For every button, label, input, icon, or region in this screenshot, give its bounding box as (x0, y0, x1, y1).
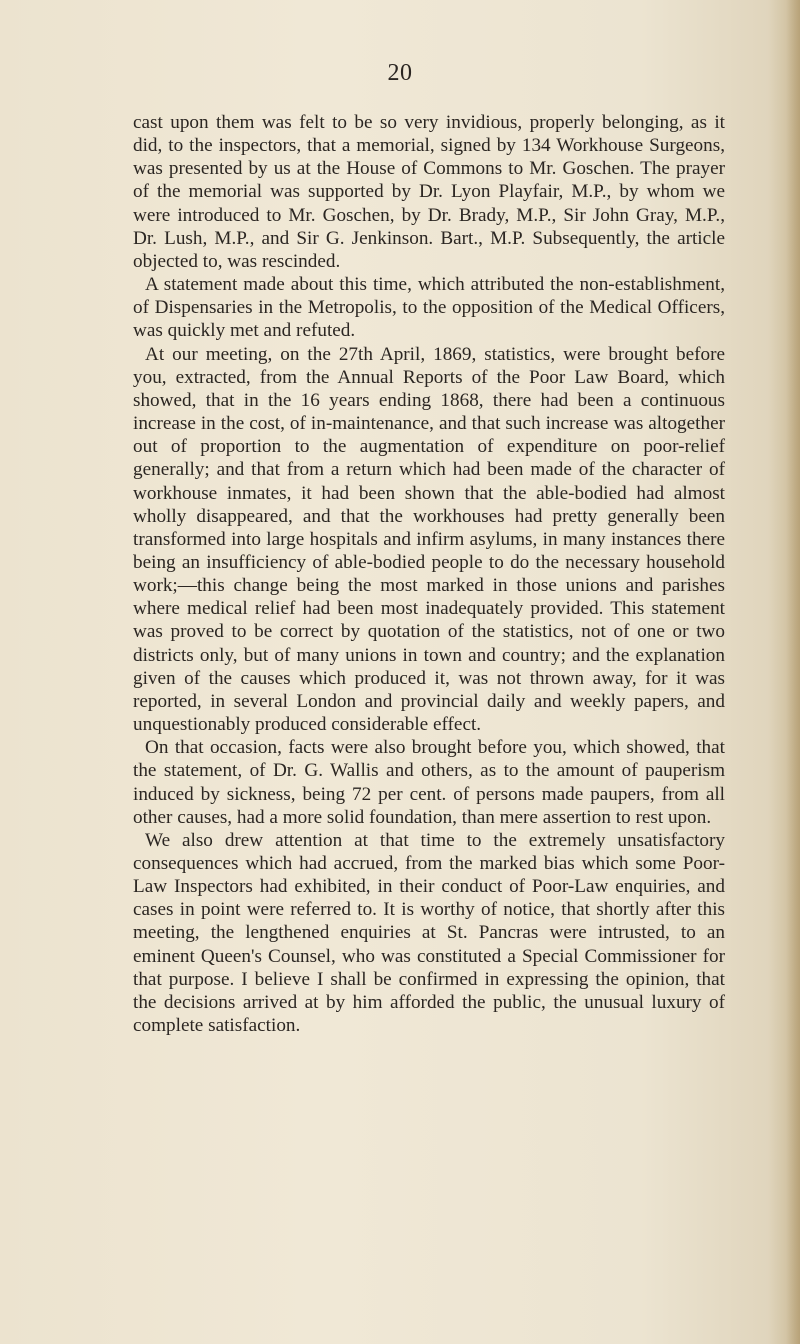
paragraph-pauperism: On that occasion, facts were also brought before you, which showed, that the statement, of Dr. G. Wallis and others, as to the amount of pauperism induced by sickness, being 72 per cent. of persons made paupers, from all other causes, had a more solid foundation, than mere assertion to rest upon. (133, 737, 725, 828)
paragraph-statistics: At our meeting, on the 27th April, 1869, statistics, were brought before you, extracted, from the Annual Reports of the Poor Law Board, which showed, that in the 16 years ending 1868, there had been a continuous increase in the cost, of in-maintenance, and that such increase was altogether out of proportion to the augmentation of expenditure on poor-relief generally; and that from a return which had been made of the character of workhouse inmates, it had been shown that the able-bodied had almost wholly disappeared, and that the workhouses had pretty generally been transformed into large hospitals and infirm asylums, in many instances there being an insufficiency of able-bodied people to do the necessary household work;—this change being the most marked in those unions and parishes where medical relief had been most inadequately provided. This statement was proved to be correct by quotation of the statistics, not of one or two districts only, but of many unions in town and country; and the explanation given of the causes which produced it, was not thrown away, for it was reported, in several London and provincial daily and weekly papers, and unquestionably produced considerable effect. (133, 343, 725, 736)
paragraph-dispensaries: A statement made about this time, which attributed the non-establishment, of Dispensaries in the Metropolis, to the opposition of the Medical Officers, was quickly met and refuted. (133, 274, 725, 342)
page-number: 20 (387, 60, 413, 86)
paragraph-inspectors: We also drew attention at that time to the extremely unsatisfactory consequences which had accrued, from the marked bias which some Poor-Law Inspectors had exhibited, in their conduct of Poor-Law enquiries, and cases in point were referred to. It is worthy of notice, that shortly after this meeting, the lengthened enquiries at St. Pancras were intrusted, to an eminent Queen's Counsel, who was constituted a Special Commissioner for that purpose. I believe I shall be confirmed in expressing the opinion, that the decisions arrived at by him afforded the public, the unusual luxury of complete satisfaction. (133, 829, 725, 1037)
page-edge-shadow (786, 0, 800, 1344)
body-text (133, 111, 725, 1037)
paragraph-memorial: cast upon them was felt to be so very invidious, properly belonging, as it did, to the inspectors, that a memorial, signed by 134 Workhouse Surgeons, was presented by us at the House of Commons to Mr. Goschen. The prayer of the memorial was supported by Dr. Lyon Playfair, M.P., by whom we were introduced to Mr. Goschen, by Dr. Brady, M.P., Sir John Gray, M.P., Dr. Lush, M.P., and Sir G. Jenkinson. Bart., M.P. Subsequently, the article objected to, was rescinded. (133, 112, 725, 272)
